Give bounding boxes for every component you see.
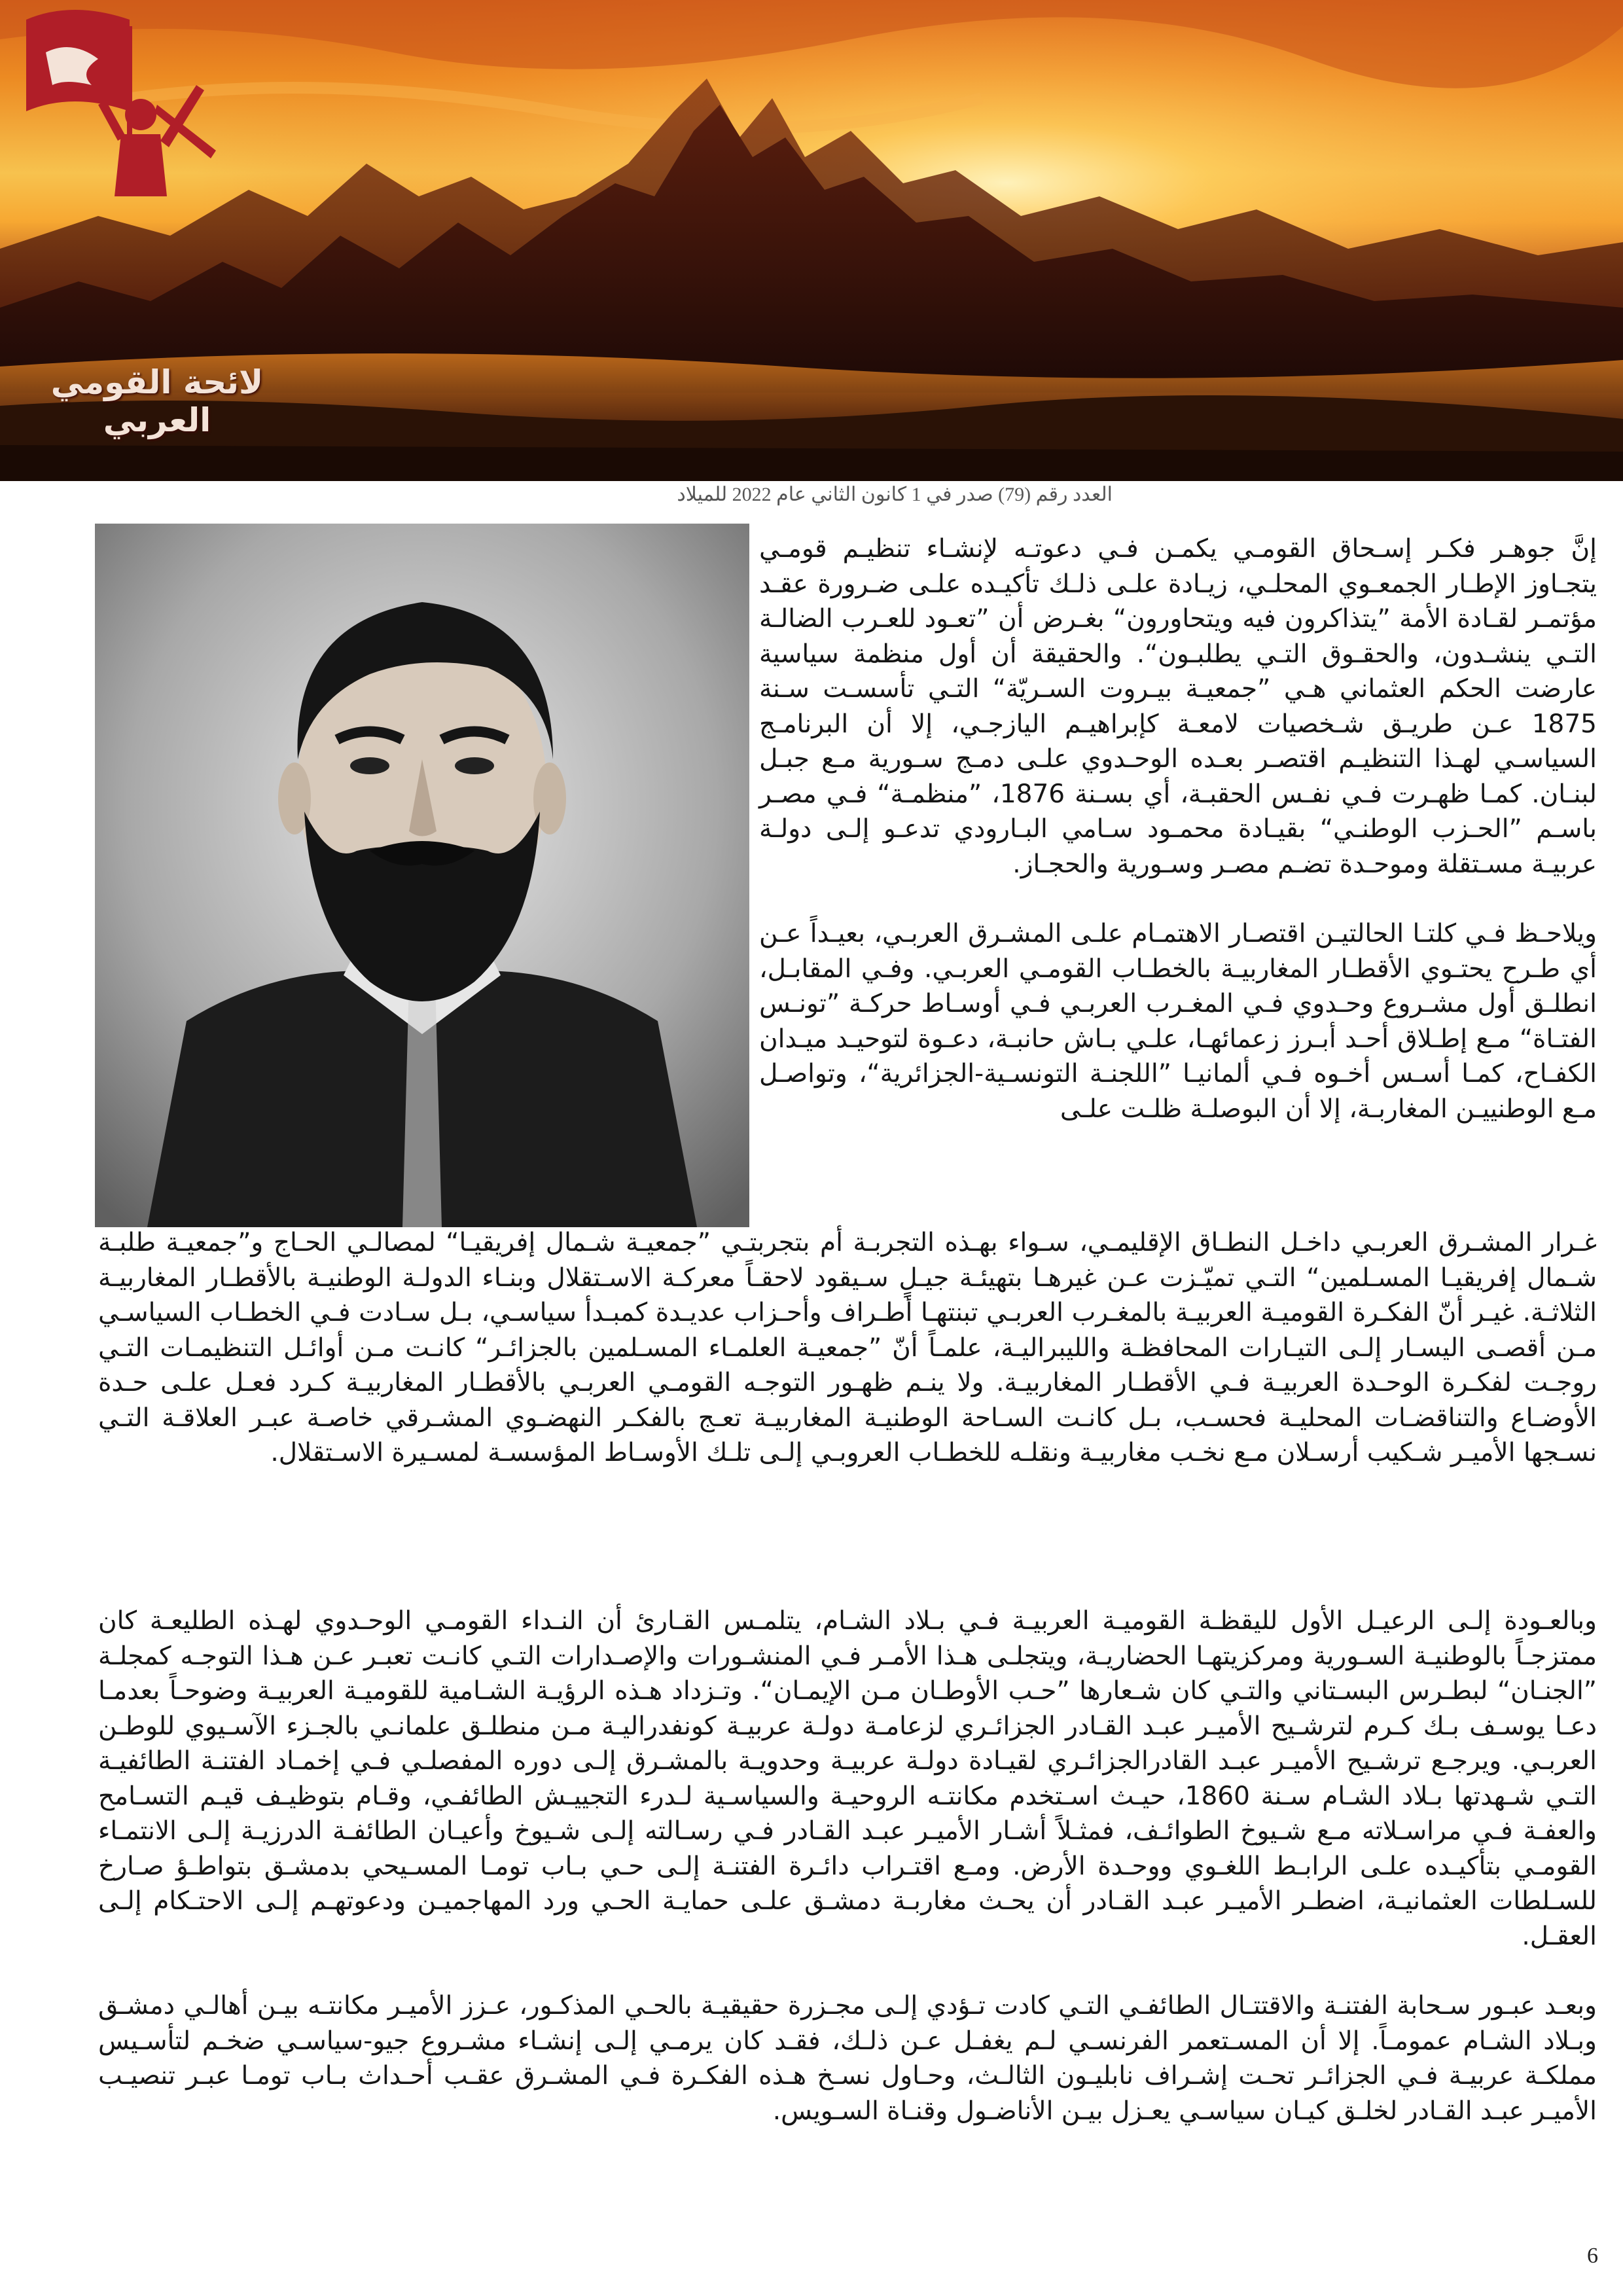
bearded-man-portrait-photo: [95, 524, 749, 1227]
red-flag-fighter-emblem: [0, 0, 288, 262]
article-paragraph-3: وبالعـودة إلـى الرعيـل الأول لليقظـة القوميـة العربيـة فـي بـلاد الشـام، يتلمـس القـارئ أن النـداء القومـي الوحـدوي لهـذه الطليعـة كان ممتزجـاً بالوطنيـة السـورية ومركزيتهـا الحضاريـة، ويتجلـى هـذا الأمـر فـي المنشـورات والإصـدارات التـي كانـت تعبـر عـن هـذا التوجـه كمجلـة ”الجنـان“ لبطـرس البسـتاني والتـي كان شـعارها ”حـب الأوطـان مـن الإيمـان“. وتـزداد هـذه الرؤيـة الشـامية للقوميـة العربيـة وضوحـاً بعدمـا دعـا يوسـف بـك كـرم لترشـيح الأميـر عبـد القـادر الجزائـري لزعامـة دولـة عربيـة كونفدراليـة مـن منطلـق علمانـي بالجـزء الآسـيوي للوطـن العربـي. ويرجـع ترشـيح الأميـر عبـد القادرالجزائـري لقيـادة دولـة عربيـة وحدويـة بالمشـرق إلـى دوره المفصلـي فـي إخمـاد الفتنـة الطائفيـة التـي شـهدتها بـلاد الشـام سـنة 1860، حيـث اسـتخدم مكانتـه الروحيـة والسياسـية لـدرء التجييـش الطائفـي، وقـام بتوظيـف قيـم التسـامح والعفـة فـي مراسـلاته مـع شـيوخ الطوائـف، فمثـلاً أشـار الأميـر عبـد القـادر فـي رسـالته إلـى شـيوخ وأعيـان الطائفـة الدرزيـة إلـى الانتمـاء القومـي بتأكيـده علـى الرابـط اللغـوي ووحـدة الأرض. ومـع اقتـراب دائـرة الفتنـة إلـى حـي بـاب تومـا المسـيحي بدمشـق بتواطـؤ صـارخ للسـلطات العثمانيـة، اضطـر الأميـر عبـد القـادر أن يحـث مغاربـة دمشـق علـى حمايـة الحـي ورد المهاجميـن ودعوتهـم إلـى الاحتـكام إلـى العقـل.: [98, 1606, 1597, 1951]
header-banner: [0, 0, 1623, 481]
article-paragraph-1: إنَّ جوهـر فكـر إسـحاق القومـي يكمـن فـي دعوتـه لإنشـاء تنظيـم قومـي يتجـاوز الإطـار الجمعـوي المحلـي، زيـادة علـى ذلـك تأكيـده علـى ضـرورة عقـد مؤتمـر لقـادة الأمة ”يتذاكرون فيه ويتحاورون“ بغـرض أن ”تعـود للعـرب الضالـة التـي ينشـدون، والحقـوق التـي يطلبـون“. والحقيقة أن أول منظمة سياسية عارضت الحكم العثماني هـي ”جمعيـة بيـروت السـريّة“ التـي تأسسـت سـنة 1875 عـن طريـق شـخصيات لامعـة كإبراهيـم اليازجـي، إلا أن البرنامـج السياسـي لهـذا التنظيـم اقتصـر بعـده الوحـدوي علـى دمـج سـورية مـع جبـل لبنـان. كمـا ظهـرت فـي نفـس الحقبـة، أي بسـنة 1876، ”منظمـة“ فـي مصـر باسـم ”الحـزب الوطنـي“ بقيـادة محمـود سـامي البـارودي تدعـو إلـى دولـة عربيـة مسـتقلة وموحـدة تضـم مصـر وسـورية والحجـاز.: [759, 534, 1597, 879]
article-full-width-1: [98, 1225, 1597, 1471]
article-paragraph-2-bottom: غـرار المشـرق العربـي داخـل النطـاق الإقليمـي، سـواء بهـذه التجربـة أم بتجربتـي ”جمعيـة شـمال إفريقيـا“ لمصالـي الحـاج و”جمعيـة طلبـة شـمال إفريقيـا المسـلمين“ التـي تميّـزت عـن غيرهـا بتهيئـة جيـلٍ سـيقود لاحقـاً معركـة الاسـتقلال وبنـاء الدولـة الوطنيـة بالأقطـار المغاربيـة الثلاثـة. غيـر أنّ الفكـرة القوميـة العربيـة بالمغـرب العربـي تبنتهـا أطـراف وأحـزاب عديـدة كمبـدأ سياسـي، بـل سـادت فـي الخطـاب السياسـي مـن أقصـى اليسـار إلـى التيـارات المحافظـة والليبراليـة، علمـاً أنّ ”جمعيـة العلمـاء المسـلمين بالجزائـر“ كانـت مـن أوائـل التنظيمـات التـي روجـت لفكـرة الوحـدة العربيـة فـي الأقطـار المغاربيـة. ولا ينـم ظهـور التوجـه القومـي العربـي بالأقطـار المغاربيـة كـرد فعـل علـى حـدة الأوضـاع والتناقضـات المحليـة فحسـب، بـل كانـت السـاحة الوطنيـة المغاربيـة تعـج بالفكـر النهضـوي المشـرقي خاصـة عبـر العلاقـة التـي نسـجها الأميـر شـكيب أرسـلان مـع نخـب مغاربيـة ونقلـه للخطـاب العروبـي إلـى تلـك الأوسـاط المؤسسـة لمسـيرة الاسـتقلال.: [98, 1228, 1597, 1467]
emblem-caption: لائحة القومي العربي: [50, 363, 264, 439]
article-full-width-2: [98, 1604, 1597, 2128]
article-paragraph-4: وبعـد عبـور سـحابة الفتنـة والاقتتـال الطائفـي التـي كادت تـؤدي إلـى مجـزرة حقيقيـة بالحـي المذكـور، عـزز الأميـر مكانتـه بيـن أهالـي دمشـق وبـلاد الشـام عمومـاً. إلا أن المسـتعمر الفرنسـي لـم يغفـل عـن ذلـك، فقـد كان يرمـي إلـى إنشـاء مشـروع جيو-سياسـي ضخـم لتأسـيس مملكـة عربيـة فـي الجزائـر تحـت إشـراف نابليـون الثالـث، وحـاول نسـخ هـذه الفكـرة فـي المشـرق عقـب أحـداث بـاب تومـا عبـر تنصيـب الأميـر عبـد القـادر لخلـق كيـان سياسـي يعـزل بيـن الأناضـول وقنـاة السـويس.: [98, 1991, 1597, 2126]
article-column-right: [759, 531, 1597, 1126]
page-number: 6: [1587, 2244, 1598, 2268]
article-paragraph-2-top: ويلاحـظ فـي كلتـا الحالتيـن اقتصـار الاهتمـام علـى المشـرق العربـي، بعيـداً عـن أي طـرح يحتـوي الأقطـار المغاربيـة بالخطـاب القومـي العربـي. وفـي المقابـل، انطلـق أول مشـروع وحـدوي فـي المغـرب العربـي فـي أوسـاط حركـة ”تونـس الفتـاة“ مـع إطـلاق أحـد أبـرز زعمائهـا، علـي بـاش حانبـة، دعـوة لتوحيـد ميـدان الكفـاح، كمـا أسـس أخـوه فـي ألمانيـا ”اللجنـة التونسـية-الجزائرية“، وتواصـل مـع الوطنييـن المغاربـة، إلا أن البوصلـة ظلـت علـى: [759, 919, 1597, 1124]
issue-info: العدد رقم (79) صدر في 1 كانون الثاني عام 2022 للميلاد: [677, 484, 1113, 505]
